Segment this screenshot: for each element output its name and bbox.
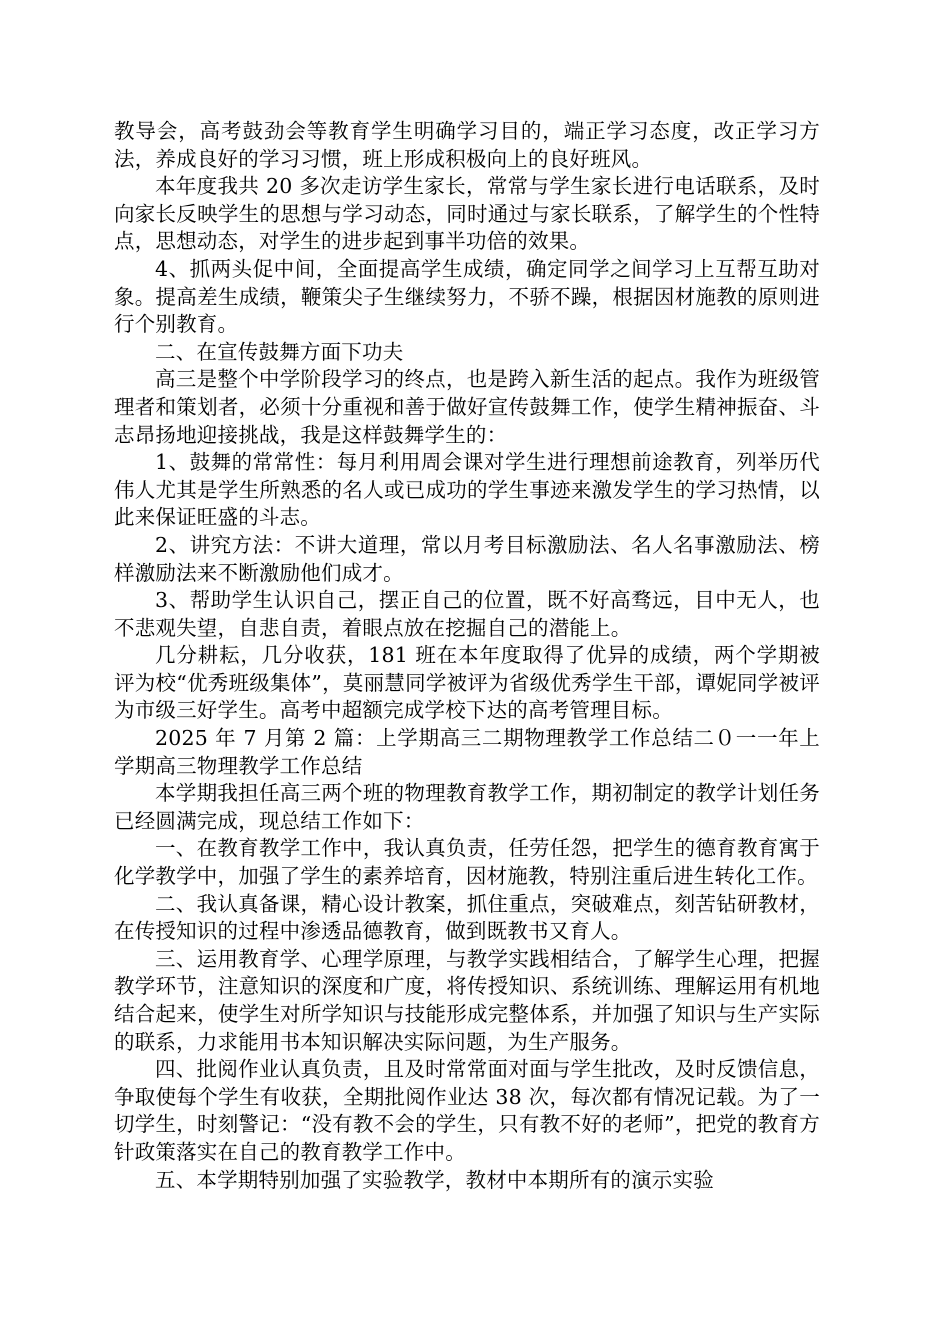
article-title-2: 2025 年 7 月第 2 篇：上学期高三二期物理教学工作总结二０一一年上学期高三物理教学工作总结	[114, 726, 820, 778]
section-heading-2: 二、在宣传鼓舞方面下功夫	[155, 339, 404, 364]
paragraph-8: 3、帮助学生认识自己，摆正自己的位置，既不好高骛远，目中无人，也不悲观失望，自悲自责，着眼点放在挖掘自己的潜能上。	[114, 588, 820, 640]
paragraph-6: 1、鼓舞的常常性：每月利用周会课对学生进行理想前途教育，列举历代伟人尤其是学生所熟悉的名人或已成功的学生事迹来激发学生的学习热情，以此来保证旺盛的斗志。	[114, 450, 820, 530]
paragraph-14: 三、运用教育学、心理学原理，与教学实践相结合，了解学生心理，把握教学环节，注意知识的深度和广度，将传授知识、系统训练、理解运用有机地结合起来，使学生对所学知识与技能形成完整体系，并加强了知识与生产实际的联系，力求能用书本知识解决实际问题，为生产服务。	[114, 946, 820, 1054]
paragraph-15: 四、批阅作业认真负责，且及时常常面对面与学生批改，及时反馈信息，争取使每个学生有收获，全期批阅作业达 38 次，每次都有情况记载。为了一切学生，时刻警记：“没有教不会的学生，只有教不好的老师”，把党的教育方针政策落实在自己的教育教学工作中。	[114, 1057, 820, 1164]
document-page	[114, 118, 820, 1194]
paragraph-7: 2、讲究方法：不讲大道理，常以月考目标激励法、名人名事激励法、榜样激励法来不断激励他们成才。	[114, 532, 820, 585]
paragraph-12: 一、在教育教学工作中，我认真负责，任劳任怨，把学生的德育教育寓于化学教学中，加强了学生的素养培育，因材施教，特别注重后进生转化工作。	[114, 836, 820, 889]
paragraph-1: 教导会，高考鼓劲会等教育学生明确学习目的，端正学习态度，改正学习方法，养成良好的学习习惯，班上形成积极向上的良好班风。	[114, 119, 820, 171]
paragraph-9: 几分耕耘，几分收获，181 班在本年度取得了优异的成绩，两个学期被评为校“优秀班级集体”，莫丽慧同学被评为省级优秀学生干部，谭妮同学被评为市级三好学生。高考中超额完成学校下达的高考管理目标。	[114, 643, 820, 723]
paragraph-3: 4、抓两头促中间，全面提高学生成绩，确定同学之间学习上互帮互助对象。提高差生成绩，鞭策尖子生继续努力，不骄不躁，根据因材施教的原则进行个别教育。	[114, 256, 820, 337]
paragraph-13: 二、我认真备课，精心设计教案，抓住重点，突破难点，刻苦钻研教材，在传授知识的过程中渗透品德教育，做到既教书又育人。	[114, 891, 820, 944]
paragraph-2: 本年度我共 20 多次走访学生家长，常常与学生家长进行电话联系，及时向家长反映学生的思想与学习动态，同时通过与家长联系，了解学生的个性特点，思想动态，对学生的进步起到事半功倍的效果。	[114, 174, 820, 254]
paragraph-5: 高三是整个中学阶段学习的终点，也是跨入新生活的起点。我作为班级管理者和策划者，必须十分重视和善于做好宣传鼓舞工作，使学生精神振奋、斗志昂扬地迎接挑战，我是这样鼓舞学生的：	[114, 367, 820, 447]
paragraph-11: 本学期我担任高三两个班的物理教育教学工作，期初制定的教学计划任务已经圆满完成，现总结工作如下：	[114, 781, 820, 833]
paragraph-16: 五、本学期特别加强了实验教学，教材中本期所有的演示实验	[155, 1167, 714, 1192]
